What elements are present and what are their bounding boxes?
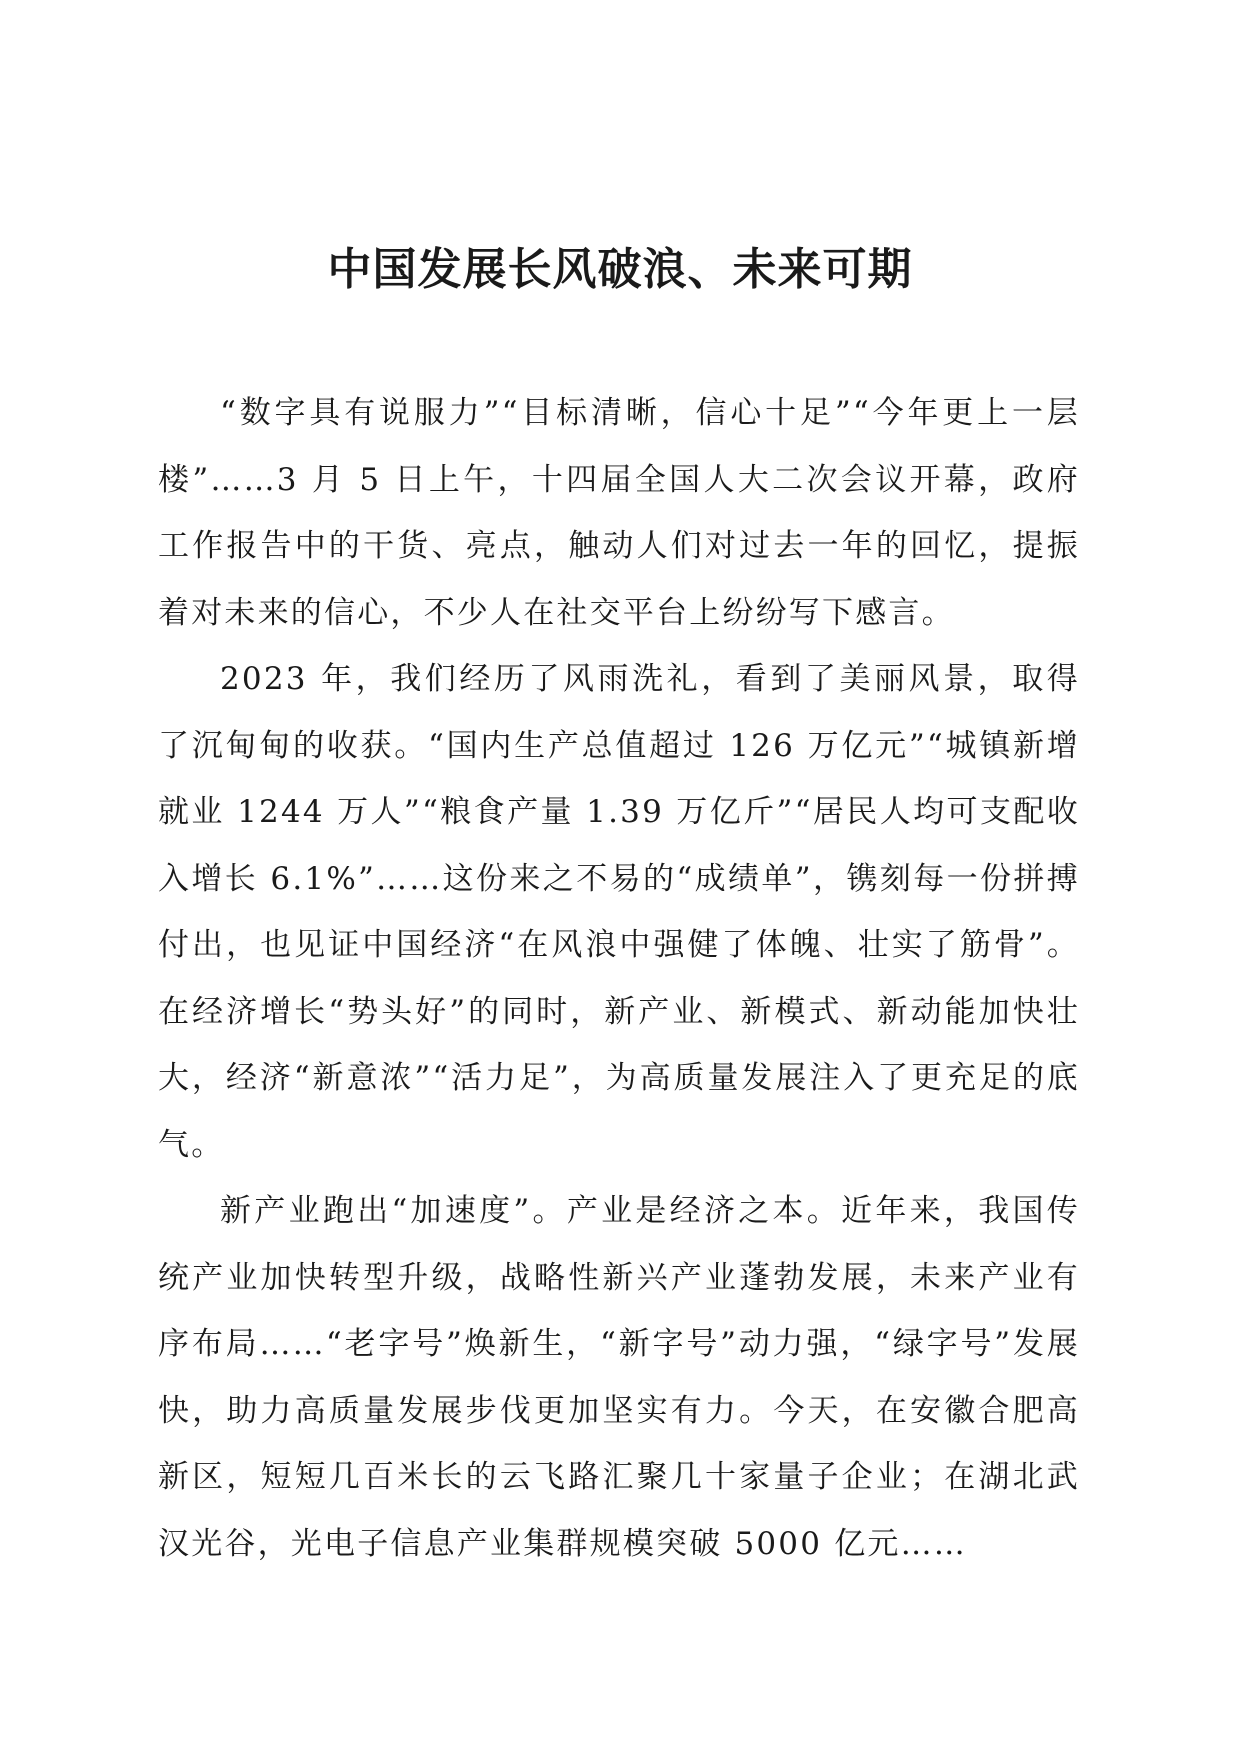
paragraph-3: 新产业跑出“加速度”。产业是经济之本。近年来，我国传统产业加快转型升级，战略性新兴产业蓬勃发展，未来产业有序布局……“老字号”焕新生，“新字号”动力强，“绿字号”发展快，助力高质量发展步伐更加坚实有力。今天，在安徽合肥高新区，短短几百米长的云飞路汇聚几十家量子企业；在湖北武汉光谷，光电子信息产业集群规模突破 5000 亿元…… xyxy=(158,1193,1080,1562)
paragraph-2: 2023 年，我们经历了风雨洗礼，看到了美丽风景，取得了沉甸甸的收获。“国内生产总值超过 126 万亿元”“城镇新增就业 1244 万人”“粮食产量 1.39 万亿斤”“居民人均可支配收入增长 6.1%”……这份来之不易的“成绩单”，镌刻每一份拼搏付出，也见证中国经济“在风浪中强健了体魄、壮实了筋骨”。在经济增长“势头好”的同时，新产业、新模式、新动能加快壮大，经济“新意浓”“活力足”，为高质量发展注入了更充足的底气。 xyxy=(158,661,1080,1163)
document-title: 中国发展长风破浪、未来可期 xyxy=(327,244,913,295)
paragraph-1: “数字具有说服力”“目标清晰，信心十足”“今年更上一层楼”……3 月 5 日上午，十四届全国人大二次会议开幕，政府工作报告中的干货、亮点，触动人们对过去一年的回忆，提振着对未来的信心，不少人在社交平台上纷纷写下感言。 xyxy=(158,395,1080,631)
document-body xyxy=(158,380,1080,1577)
